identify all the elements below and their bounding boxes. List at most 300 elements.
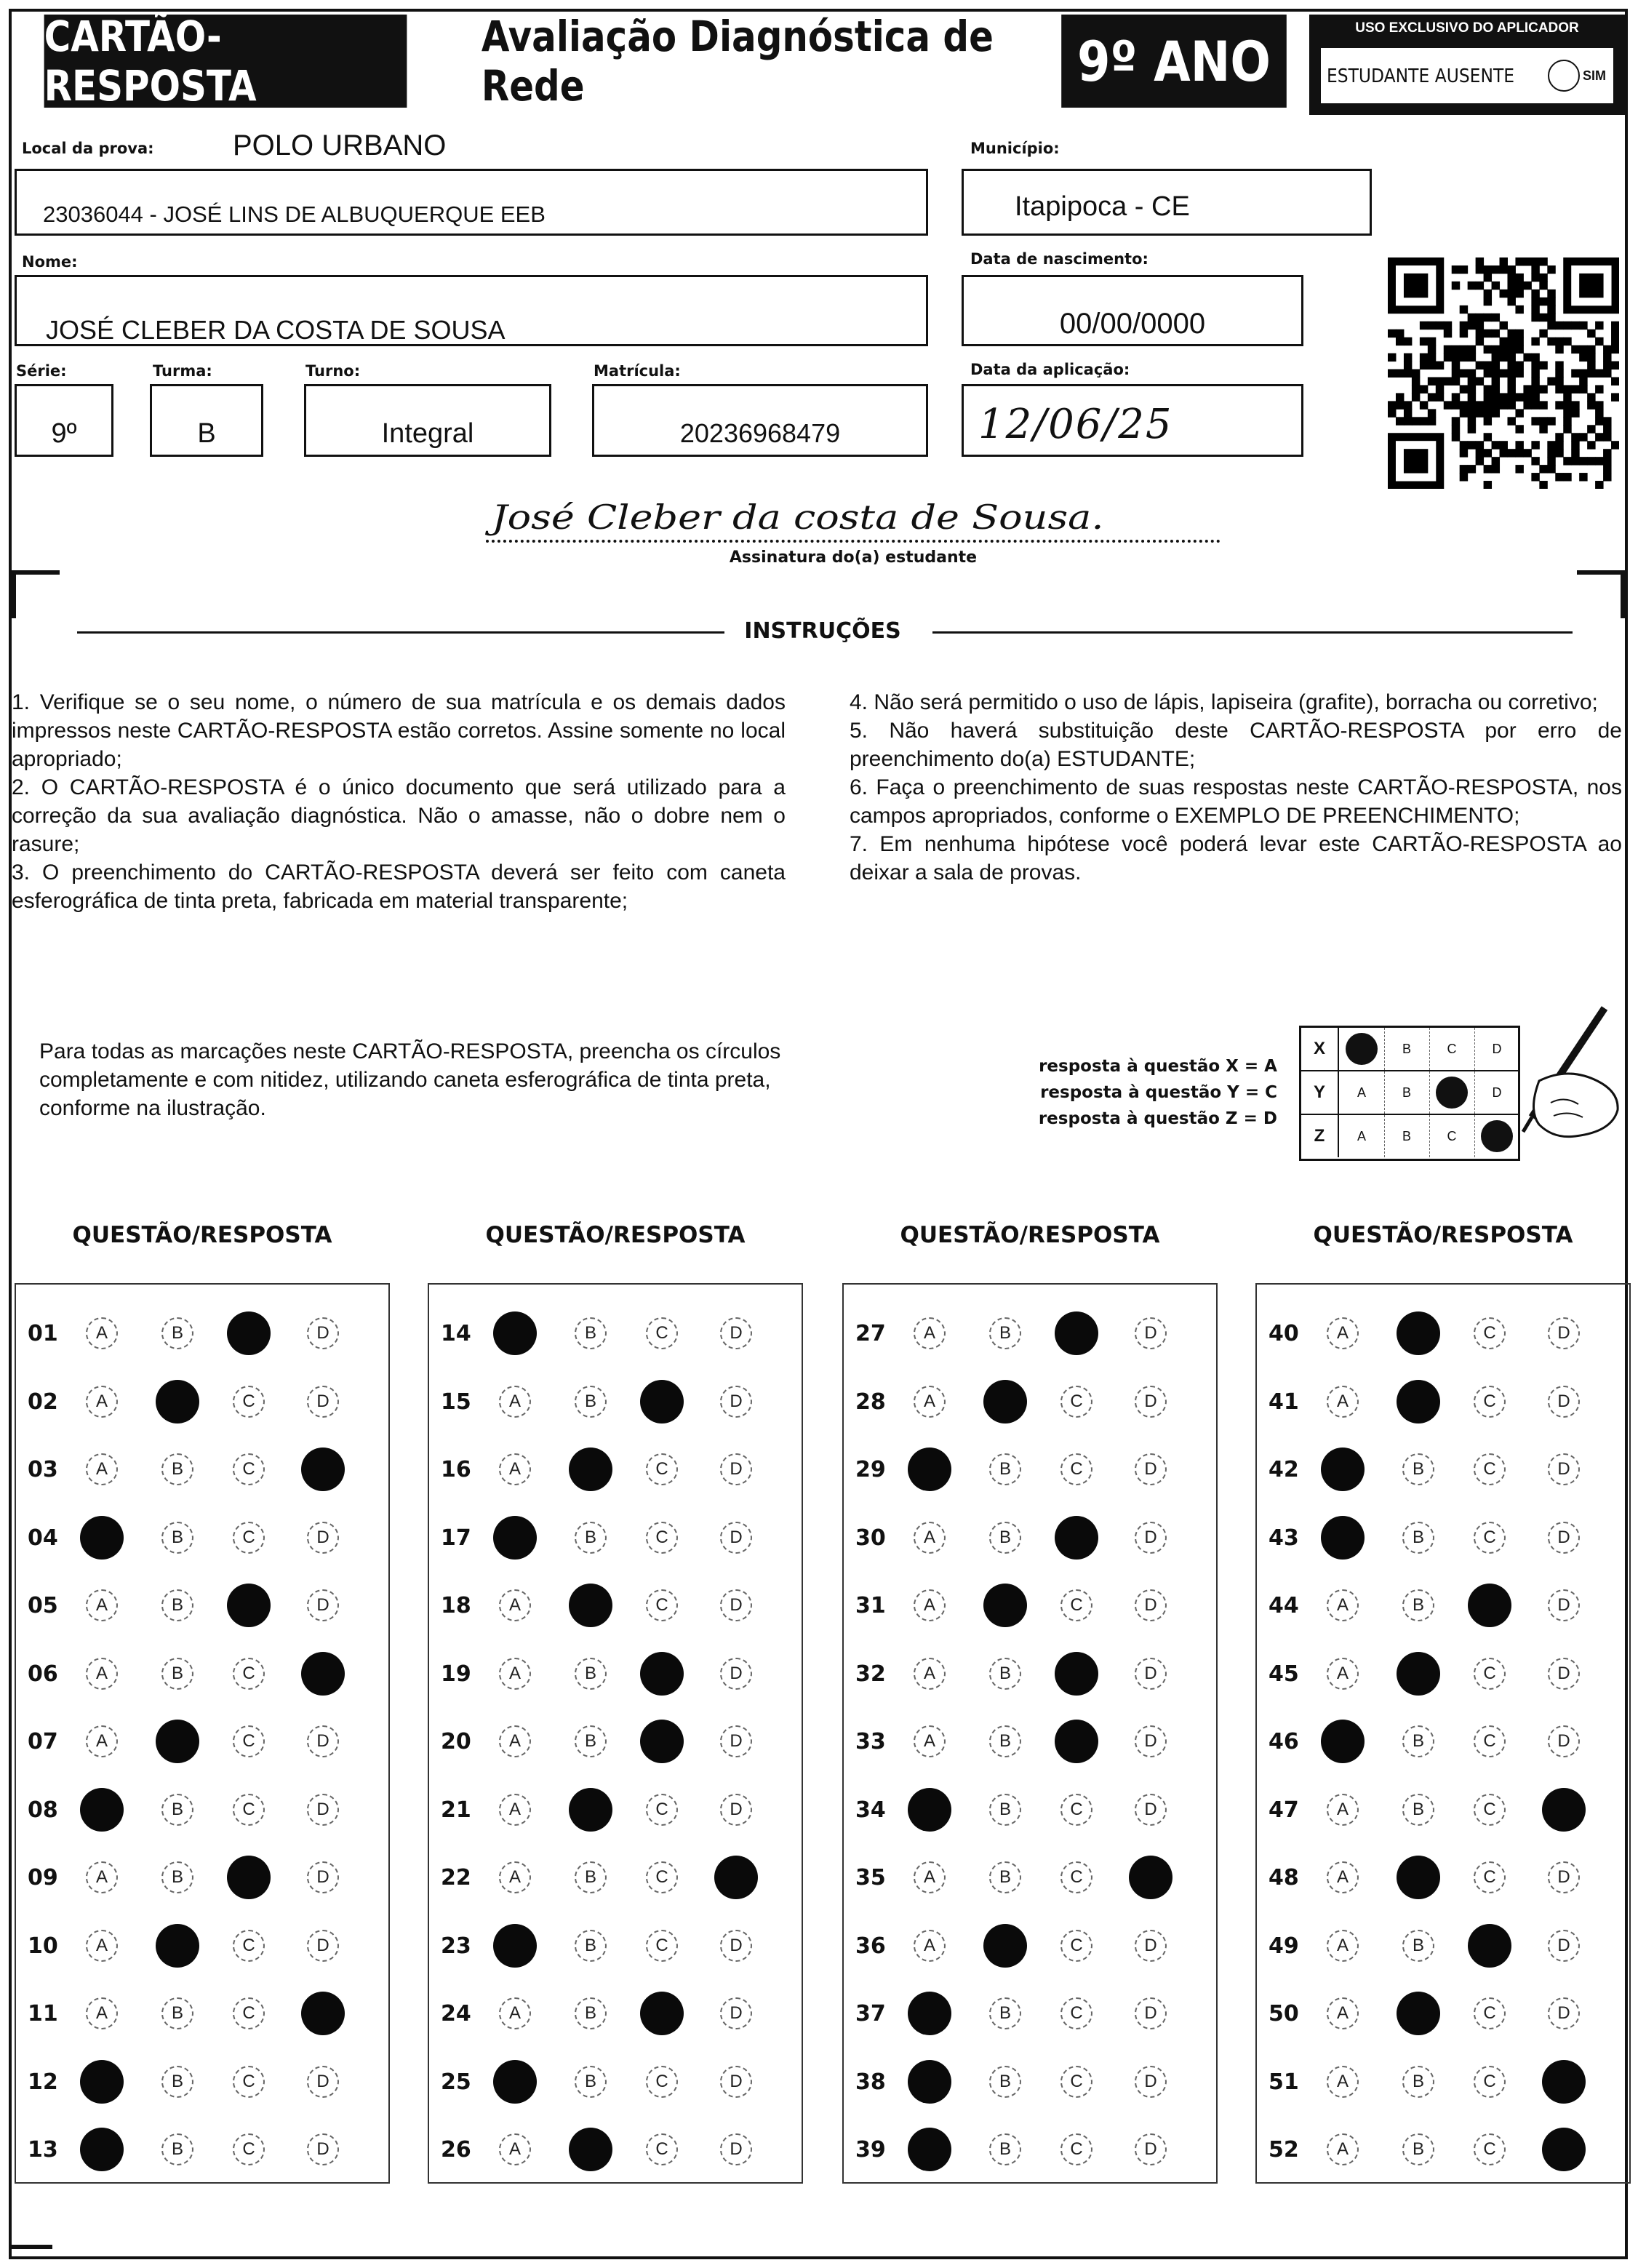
answer-bubble[interactable]: B	[575, 1861, 607, 1893]
answer-bubble-filled[interactable]	[493, 1924, 537, 1968]
answer-bubble-filled[interactable]	[983, 1584, 1027, 1627]
answer-bubble-filled[interactable]	[1055, 1311, 1098, 1355]
answer-bubble-filled[interactable]	[493, 2060, 537, 2104]
answer-bubble[interactable]: C	[1474, 1997, 1506, 2029]
answer-bubble[interactable]: C	[1474, 1453, 1506, 1485]
answer-bubble[interactable]: A	[1327, 1794, 1359, 1826]
question-number: 40	[1269, 1321, 1299, 1346]
answer-bubble[interactable]: C	[233, 2133, 265, 2165]
answer-bubble[interactable]: B	[575, 2066, 607, 2098]
instructions-title: INSTRUÇÕES	[744, 618, 901, 644]
answer-bubble[interactable]: C	[1474, 1386, 1506, 1418]
answer-bubble[interactable]: B	[989, 1658, 1021, 1690]
answer-bubble[interactable]: A	[914, 1522, 946, 1554]
answer-bubble[interactable]: B	[161, 1861, 193, 1893]
answer-bubble[interactable]: A	[914, 1861, 946, 1893]
answer-bubble[interactable]: A	[499, 1658, 531, 1690]
example-grid	[1299, 1026, 1520, 1161]
local-label: Local da prova:	[22, 140, 154, 157]
answer-bubble[interactable]: B	[1402, 1794, 1434, 1826]
answer-bubble[interactable]: A	[86, 1997, 118, 2029]
question-number: 51	[1269, 2069, 1299, 2095]
answer-bubble[interactable]: C	[1060, 2133, 1092, 2165]
example-row	[1301, 1028, 1518, 1071]
answer-bubble-filled[interactable]	[80, 1788, 124, 1832]
answer-row	[1257, 1856, 1629, 1900]
question-number: 21	[441, 1797, 471, 1823]
answer-bubble[interactable]: B	[1402, 1453, 1434, 1485]
answer-bubble[interactable]: D	[720, 1453, 752, 1485]
answer-bubble-filled[interactable]	[301, 1448, 345, 1491]
answer-bubble[interactable]: A	[86, 1589, 118, 1621]
answer-bubble-filled[interactable]	[227, 1856, 271, 1899]
answer-bubble[interactable]: D	[307, 1725, 339, 1757]
corner-mark-left	[12, 570, 60, 618]
answer-bubble[interactable]: D	[1135, 1930, 1167, 1962]
answer-bubble[interactable]: A	[499, 1386, 531, 1418]
answer-bubble[interactable]: B	[161, 1997, 193, 2029]
answer-bubble[interactable]: B	[1402, 2066, 1434, 2098]
question-number: 04	[28, 1525, 58, 1551]
aplicacao-field	[962, 384, 1303, 457]
answer-bubble[interactable]: D	[307, 1589, 339, 1621]
answer-row	[429, 1925, 802, 1968]
instruction-item: 5. Não haverá substituição deste CARTÃO-RESPOSTA por erro de preenchimento do(a) ESTUDANTE;	[850, 719, 1622, 771]
answer-bubble[interactable]: B	[575, 1930, 607, 1962]
question-number: 45	[1269, 1661, 1299, 1687]
answer-row	[844, 1720, 1216, 1764]
answer-bubble[interactable]: C	[646, 1589, 678, 1621]
answer-bubble-filled[interactable]	[1055, 1652, 1098, 1696]
example-row-label: Y	[1301, 1071, 1339, 1114]
matricula-label: Matrícula:	[594, 362, 681, 380]
answer-bubble-filled[interactable]	[640, 1992, 684, 2035]
answer-bubble[interactable]: B	[989, 2133, 1021, 2165]
answer-bubble[interactable]: D	[720, 1997, 752, 2029]
answer-bubble[interactable]: D	[1548, 1386, 1580, 1418]
answer-bubble[interactable]: C	[1060, 1386, 1092, 1418]
answer-bubble[interactable]: B	[1402, 1725, 1434, 1757]
answer-bubble[interactable]: D	[1135, 1658, 1167, 1690]
answer-bubble[interactable]: B	[575, 1658, 607, 1690]
instructions-rule-left	[77, 631, 724, 634]
answer-bubble[interactable]: C	[1474, 1317, 1506, 1349]
turma-field	[150, 384, 263, 457]
answer-bubble-filled[interactable]	[1542, 2128, 1586, 2171]
answer-bubble-filled[interactable]	[1542, 2060, 1586, 2104]
exam-title: Avaliação Diagnóstica de Rede	[481, 12, 994, 111]
answer-bubble[interactable]: C	[1060, 1930, 1092, 1962]
answer-bubble[interactable]: D	[307, 2066, 339, 2098]
answer-row	[844, 1925, 1216, 1968]
answer-bubble[interactable]: D	[1548, 1930, 1580, 1962]
answer-bubble[interactable]: D	[1548, 1589, 1580, 1621]
question-number: 12	[28, 2069, 58, 2095]
answer-bubble[interactable]: A	[914, 1317, 946, 1349]
question-number: 52	[1269, 2137, 1299, 2163]
question-number: 05	[28, 1593, 58, 1618]
answer-bubble[interactable]: B	[575, 1997, 607, 2029]
question-number: 18	[441, 1593, 471, 1618]
answer-bubble[interactable]: D	[307, 1386, 339, 1418]
answer-bubble[interactable]: D	[720, 1725, 752, 1757]
answer-bubble[interactable]: C	[1060, 2066, 1092, 2098]
answer-bubble-filled[interactable]	[640, 1720, 684, 1763]
question-number: 36	[855, 1933, 886, 1959]
answer-bubble[interactable]: D	[1135, 1317, 1167, 1349]
answer-bubble[interactable]: B	[989, 2066, 1021, 2098]
answer-bubble-filled[interactable]	[908, 1992, 951, 2035]
answer-bubble[interactable]: D	[1548, 1522, 1580, 1554]
answer-row	[1257, 1925, 1629, 1968]
answer-bubble[interactable]: B	[161, 1658, 193, 1690]
answer-bubble[interactable]: C	[233, 2066, 265, 2098]
answer-bubble[interactable]: B	[161, 1453, 193, 1485]
answer-bubble[interactable]: A	[86, 1317, 118, 1349]
answer-bubble-filled[interactable]	[1055, 1720, 1098, 1763]
answer-bubble-filled[interactable]	[493, 1311, 537, 1355]
absent-checkbox[interactable]	[1548, 60, 1580, 92]
answer-bubble[interactable]: D	[720, 1589, 752, 1621]
answer-bubble[interactable]: C	[1060, 1794, 1092, 1826]
answer-bubble[interactable]: A	[499, 1453, 531, 1485]
answer-bubble[interactable]: B	[575, 1522, 607, 1554]
answer-bubble[interactable]: A	[1327, 1658, 1359, 1690]
answer-bubble[interactable]: D	[307, 1861, 339, 1893]
answer-bubble[interactable]: D	[720, 1317, 752, 1349]
turno-label: Turno:	[305, 362, 361, 380]
question-number: 23	[441, 1933, 471, 1959]
answer-bubble[interactable]: B	[989, 1522, 1021, 1554]
question-number: 34	[855, 1797, 886, 1823]
answer-row	[429, 1448, 802, 1492]
answer-bubble[interactable]: D	[720, 1658, 752, 1690]
answer-bubble[interactable]: C	[1060, 1589, 1092, 1621]
answer-bubble[interactable]: D	[307, 1317, 339, 1349]
answer-bubble-filled[interactable]	[1397, 1311, 1440, 1355]
answer-bubble[interactable]: B	[161, 1522, 193, 1554]
answer-bubble[interactable]: C	[233, 1386, 265, 1418]
answer-bubble[interactable]: D	[1135, 1522, 1167, 1554]
answer-bubble[interactable]: D	[307, 2133, 339, 2165]
answer-bubble[interactable]: B	[161, 1589, 193, 1621]
answer-bubble[interactable]: B	[989, 1794, 1021, 1826]
answer-row	[1257, 2061, 1629, 2104]
answer-bubble[interactable]: A	[499, 1725, 531, 1757]
answer-bubble[interactable]: A	[86, 1658, 118, 1690]
answer-bubble[interactable]: A	[1327, 1386, 1359, 1418]
answer-bubble[interactable]: A	[1327, 1861, 1359, 1893]
answer-bubble-filled[interactable]	[1468, 1924, 1511, 1968]
answer-bubble[interactable]: A	[86, 1725, 118, 1757]
answer-bubble[interactable]: C	[233, 1997, 265, 2029]
answer-column	[15, 1283, 390, 2184]
answer-bubble[interactable]: C	[1474, 1725, 1506, 1757]
answer-bubble[interactable]: D	[1135, 2133, 1167, 2165]
answer-bubble[interactable]: D	[1135, 1997, 1167, 2029]
answer-bubble[interactable]: A	[499, 1997, 531, 2029]
question-number: 32	[855, 1661, 886, 1687]
answer-row	[16, 2128, 388, 2172]
answer-bubble[interactable]: C	[646, 1861, 678, 1893]
answer-bubble[interactable]: B	[1402, 2133, 1434, 2165]
answer-bubble[interactable]: C	[1474, 1861, 1506, 1893]
answer-bubble-filled[interactable]	[493, 1516, 537, 1560]
example-row	[1301, 1115, 1518, 1159]
question-number: 39	[855, 2137, 886, 2163]
answer-bubble[interactable]: D	[307, 1522, 339, 1554]
school-value: 23036044 - JOSÉ LINS DE ALBUQUERQUE EEB	[43, 201, 546, 227]
answer-row	[844, 1789, 1216, 1832]
answer-bubble-filled[interactable]	[569, 2128, 612, 2171]
answer-row	[16, 1517, 388, 1560]
answer-row	[429, 1856, 802, 1900]
answer-bubble-filled[interactable]	[714, 1856, 758, 1899]
answer-row	[16, 1312, 388, 1356]
aplicacao-label: Data da aplicação:	[970, 361, 1130, 378]
answer-row	[1257, 1992, 1629, 2036]
answer-bubble[interactable]: A	[86, 1861, 118, 1893]
question-number: 33	[855, 1729, 886, 1754]
answer-bubble[interactable]: D	[720, 1522, 752, 1554]
answer-bubble[interactable]: A	[914, 1725, 946, 1757]
answer-bubble[interactable]: C	[1474, 1794, 1506, 1826]
answer-bubble[interactable]: B	[575, 1386, 607, 1418]
municipio-field	[962, 169, 1372, 236]
answer-bubble-filled[interactable]	[569, 1788, 612, 1832]
answer-bubble-filled[interactable]	[227, 1584, 271, 1627]
answer-row	[16, 1653, 388, 1696]
answer-bubble[interactable]: D	[1135, 2066, 1167, 2098]
example-bubble: D	[1492, 1085, 1502, 1100]
answer-bubble-filled[interactable]	[227, 1311, 271, 1355]
answer-bubble[interactable]: A	[499, 1794, 531, 1826]
nascimento-field	[962, 275, 1303, 346]
question-number: 15	[441, 1389, 471, 1415]
turma-value: B	[197, 418, 216, 449]
answer-bubble[interactable]: A	[914, 1658, 946, 1690]
answer-bubble-filled[interactable]	[156, 1924, 199, 1968]
question-number: 35	[855, 1865, 886, 1890]
answer-bubble[interactable]: B	[161, 2066, 193, 2098]
answer-row	[16, 1992, 388, 2036]
absent-option-label: SIM	[1583, 68, 1607, 83]
answer-bubble[interactable]: A	[914, 1589, 946, 1621]
answer-bubble-filled[interactable]	[908, 1448, 951, 1491]
answer-bubble[interactable]: A	[1327, 1589, 1359, 1621]
answer-bubble[interactable]: C	[646, 1930, 678, 1962]
answer-bubble[interactable]: D	[1135, 1589, 1167, 1621]
answer-bubble[interactable]: A	[914, 1930, 946, 1962]
question-number: 43	[1269, 1525, 1299, 1551]
answer-bubble[interactable]: A	[914, 1386, 946, 1418]
answer-bubble[interactable]: C	[1474, 1658, 1506, 1690]
answer-bubble[interactable]: D	[1135, 1386, 1167, 1418]
question-number: 06	[28, 1661, 58, 1687]
answer-bubble-filled[interactable]	[569, 1448, 612, 1491]
answer-bubble[interactable]: D	[1135, 1725, 1167, 1757]
turno-value: Integral	[381, 418, 474, 449]
answer-column-header: QUESTÃO/RESPOSTA	[485, 1222, 746, 1248]
answer-bubble[interactable]: A	[1327, 1930, 1359, 1962]
answer-bubble-filled[interactable]	[80, 1516, 124, 1560]
answer-bubble-filled[interactable]	[908, 2128, 951, 2171]
answer-bubble[interactable]: A	[1327, 2133, 1359, 2165]
answer-bubble[interactable]: B	[989, 1725, 1021, 1757]
answer-bubble[interactable]: D	[1548, 1997, 1580, 2029]
answer-bubble[interactable]: D	[720, 2066, 752, 2098]
answer-bubble[interactable]: B	[1402, 1930, 1434, 1962]
answer-bubble-filled[interactable]	[569, 1584, 612, 1627]
answer-bubble[interactable]: C	[1474, 1522, 1506, 1554]
answer-bubble[interactable]: D	[1548, 1453, 1580, 1485]
municipio-label: Município:	[970, 140, 1060, 157]
answer-row	[16, 1856, 388, 1900]
answer-bubble-filled[interactable]	[1542, 1788, 1586, 1832]
answer-sheet	[9, 9, 1628, 2259]
answer-bubble[interactable]: D	[307, 1794, 339, 1826]
answer-bubble[interactable]: B	[989, 1997, 1021, 2029]
answer-bubble[interactable]: B	[161, 1794, 193, 1826]
answer-bubble-filled[interactable]	[1321, 1720, 1365, 1763]
question-number: 22	[441, 1865, 471, 1890]
answer-bubble-filled[interactable]	[156, 1720, 199, 1763]
question-number: 49	[1269, 1933, 1299, 1959]
turma-label: Turma:	[153, 362, 212, 380]
answer-bubble[interactable]: A	[499, 2133, 531, 2165]
answer-bubble[interactable]: C	[233, 1453, 265, 1485]
answer-bubble[interactable]: D	[1135, 1794, 1167, 1826]
school-field	[15, 169, 928, 236]
answer-bubble[interactable]: A	[86, 1386, 118, 1418]
answer-bubble[interactable]: B	[1402, 1522, 1434, 1554]
answer-bubble-filled[interactable]	[1397, 1856, 1440, 1899]
answer-bubble-filled[interactable]	[983, 1924, 1027, 1968]
answer-bubble-filled[interactable]	[80, 2060, 124, 2104]
answer-bubble[interactable]: C	[646, 1317, 678, 1349]
example-legend-line: resposta à questão Z = D	[1038, 1109, 1277, 1128]
answer-bubble[interactable]: D	[1135, 1453, 1167, 1485]
answer-bubble-filled[interactable]	[640, 1380, 684, 1424]
answer-bubble-filled[interactable]	[301, 1992, 345, 2035]
question-number: 25	[441, 2069, 471, 2095]
answer-bubble[interactable]: A	[1327, 2066, 1359, 2098]
answer-bubble-filled[interactable]	[1129, 1856, 1172, 1899]
question-number: 41	[1269, 1389, 1299, 1415]
answer-bubble[interactable]: A	[499, 1861, 531, 1893]
answer-row	[429, 1720, 802, 1764]
answer-bubble[interactable]: C	[646, 2066, 678, 2098]
answer-row	[1257, 1789, 1629, 1832]
answer-row	[1257, 1720, 1629, 1764]
answer-row	[844, 1856, 1216, 1900]
answer-bubble[interactable]: B	[989, 1453, 1021, 1485]
example-legend-line: resposta à questão X = A	[1039, 1057, 1277, 1076]
answer-bubble-filled[interactable]	[156, 1380, 199, 1424]
answer-bubble-filled[interactable]	[1397, 1652, 1440, 1696]
answer-bubble[interactable]: A	[1327, 1997, 1359, 2029]
answer-bubble-filled[interactable]	[640, 1652, 684, 1696]
answer-bubble[interactable]: C	[1060, 1997, 1092, 2029]
answer-row	[429, 1789, 802, 1832]
answer-bubble-filled[interactable]	[908, 2060, 951, 2104]
example-row-label: Z	[1301, 1115, 1339, 1157]
answer-bubble[interactable]: A	[1327, 1317, 1359, 1349]
answer-bubble[interactable]: A	[86, 1930, 118, 1962]
question-number: 30	[855, 1525, 886, 1551]
answer-bubble[interactable]: B	[1402, 1589, 1434, 1621]
answer-bubble[interactable]: C	[1474, 2066, 1506, 2098]
answer-row	[429, 1381, 802, 1424]
answer-bubble[interactable]: B	[575, 1317, 607, 1349]
answer-bubble[interactable]: D	[720, 2133, 752, 2165]
answer-bubble[interactable]: D	[1548, 1861, 1580, 1893]
answer-bubble[interactable]: C	[1060, 1861, 1092, 1893]
question-number: 01	[28, 1321, 58, 1346]
answer-bubble-filled[interactable]	[1321, 1516, 1365, 1560]
answer-bubble[interactable]: D	[720, 1386, 752, 1418]
answer-bubble-filled[interactable]	[1397, 1380, 1440, 1424]
matricula-value: 20236968479	[679, 418, 841, 448]
answer-bubble[interactable]: C	[233, 1658, 265, 1690]
answer-bubble-filled[interactable]	[1468, 1584, 1511, 1627]
answer-bubble[interactable]: C	[233, 1930, 265, 1962]
answer-bubble[interactable]: B	[989, 1861, 1021, 1893]
answer-bubble-filled[interactable]	[1321, 1448, 1365, 1491]
answer-bubble-filled[interactable]	[1397, 1992, 1440, 2035]
answer-bubble[interactable]: C	[1060, 1453, 1092, 1485]
question-number: 02	[28, 1389, 58, 1415]
answer-bubble[interactable]: D	[720, 1794, 752, 1826]
answer-bubble[interactable]: D	[307, 1930, 339, 1962]
answer-bubble[interactable]: B	[575, 1725, 607, 1757]
answer-bubble[interactable]: A	[86, 1453, 118, 1485]
answer-bubble-filled[interactable]	[983, 1380, 1027, 1424]
answer-bubble[interactable]: C	[646, 1522, 678, 1554]
answer-row	[844, 1653, 1216, 1696]
answer-bubble-filled[interactable]	[908, 1788, 951, 1832]
answer-bubble[interactable]: C	[646, 1794, 678, 1826]
answer-bubble[interactable]: C	[1474, 2133, 1506, 2165]
answer-column-header: QUESTÃO/RESPOSTA	[900, 1222, 1160, 1248]
answer-bubble[interactable]: B	[161, 2133, 193, 2165]
answer-row	[1257, 1584, 1629, 1628]
answer-bubble-filled[interactable]	[80, 2128, 124, 2171]
answer-bubble[interactable]: C	[646, 2133, 678, 2165]
example-filled-bubble	[1339, 1028, 1385, 1070]
answer-bubble-filled[interactable]	[301, 1652, 345, 1696]
answer-bubble[interactable]: D	[720, 1930, 752, 1962]
answer-row	[844, 1312, 1216, 1356]
answer-row	[844, 1381, 1216, 1424]
answer-bubble[interactable]: D	[1548, 1658, 1580, 1690]
question-number: 20	[441, 1729, 471, 1754]
answer-bubble[interactable]: B	[161, 1317, 193, 1349]
answer-row	[844, 1517, 1216, 1560]
answer-bubble[interactable]: D	[1548, 1317, 1580, 1349]
instruction-item: 7. Em nenhuma hipótese você poderá levar este CARTÃO-RESPOSTA ao deixar a sala de provas.	[850, 832, 1622, 885]
answer-bubble[interactable]: C	[233, 1522, 265, 1554]
answer-bubble[interactable]: C	[233, 1725, 265, 1757]
answer-bubble[interactable]: C	[646, 1453, 678, 1485]
answer-bubble[interactable]: B	[989, 1317, 1021, 1349]
answer-row	[1257, 1381, 1629, 1424]
answer-bubble[interactable]: C	[233, 1794, 265, 1826]
answer-bubble-filled[interactable]	[1055, 1516, 1098, 1560]
answer-bubble[interactable]: D	[1548, 1725, 1580, 1757]
answer-row	[16, 1584, 388, 1628]
answer-bubble[interactable]: A	[499, 1589, 531, 1621]
